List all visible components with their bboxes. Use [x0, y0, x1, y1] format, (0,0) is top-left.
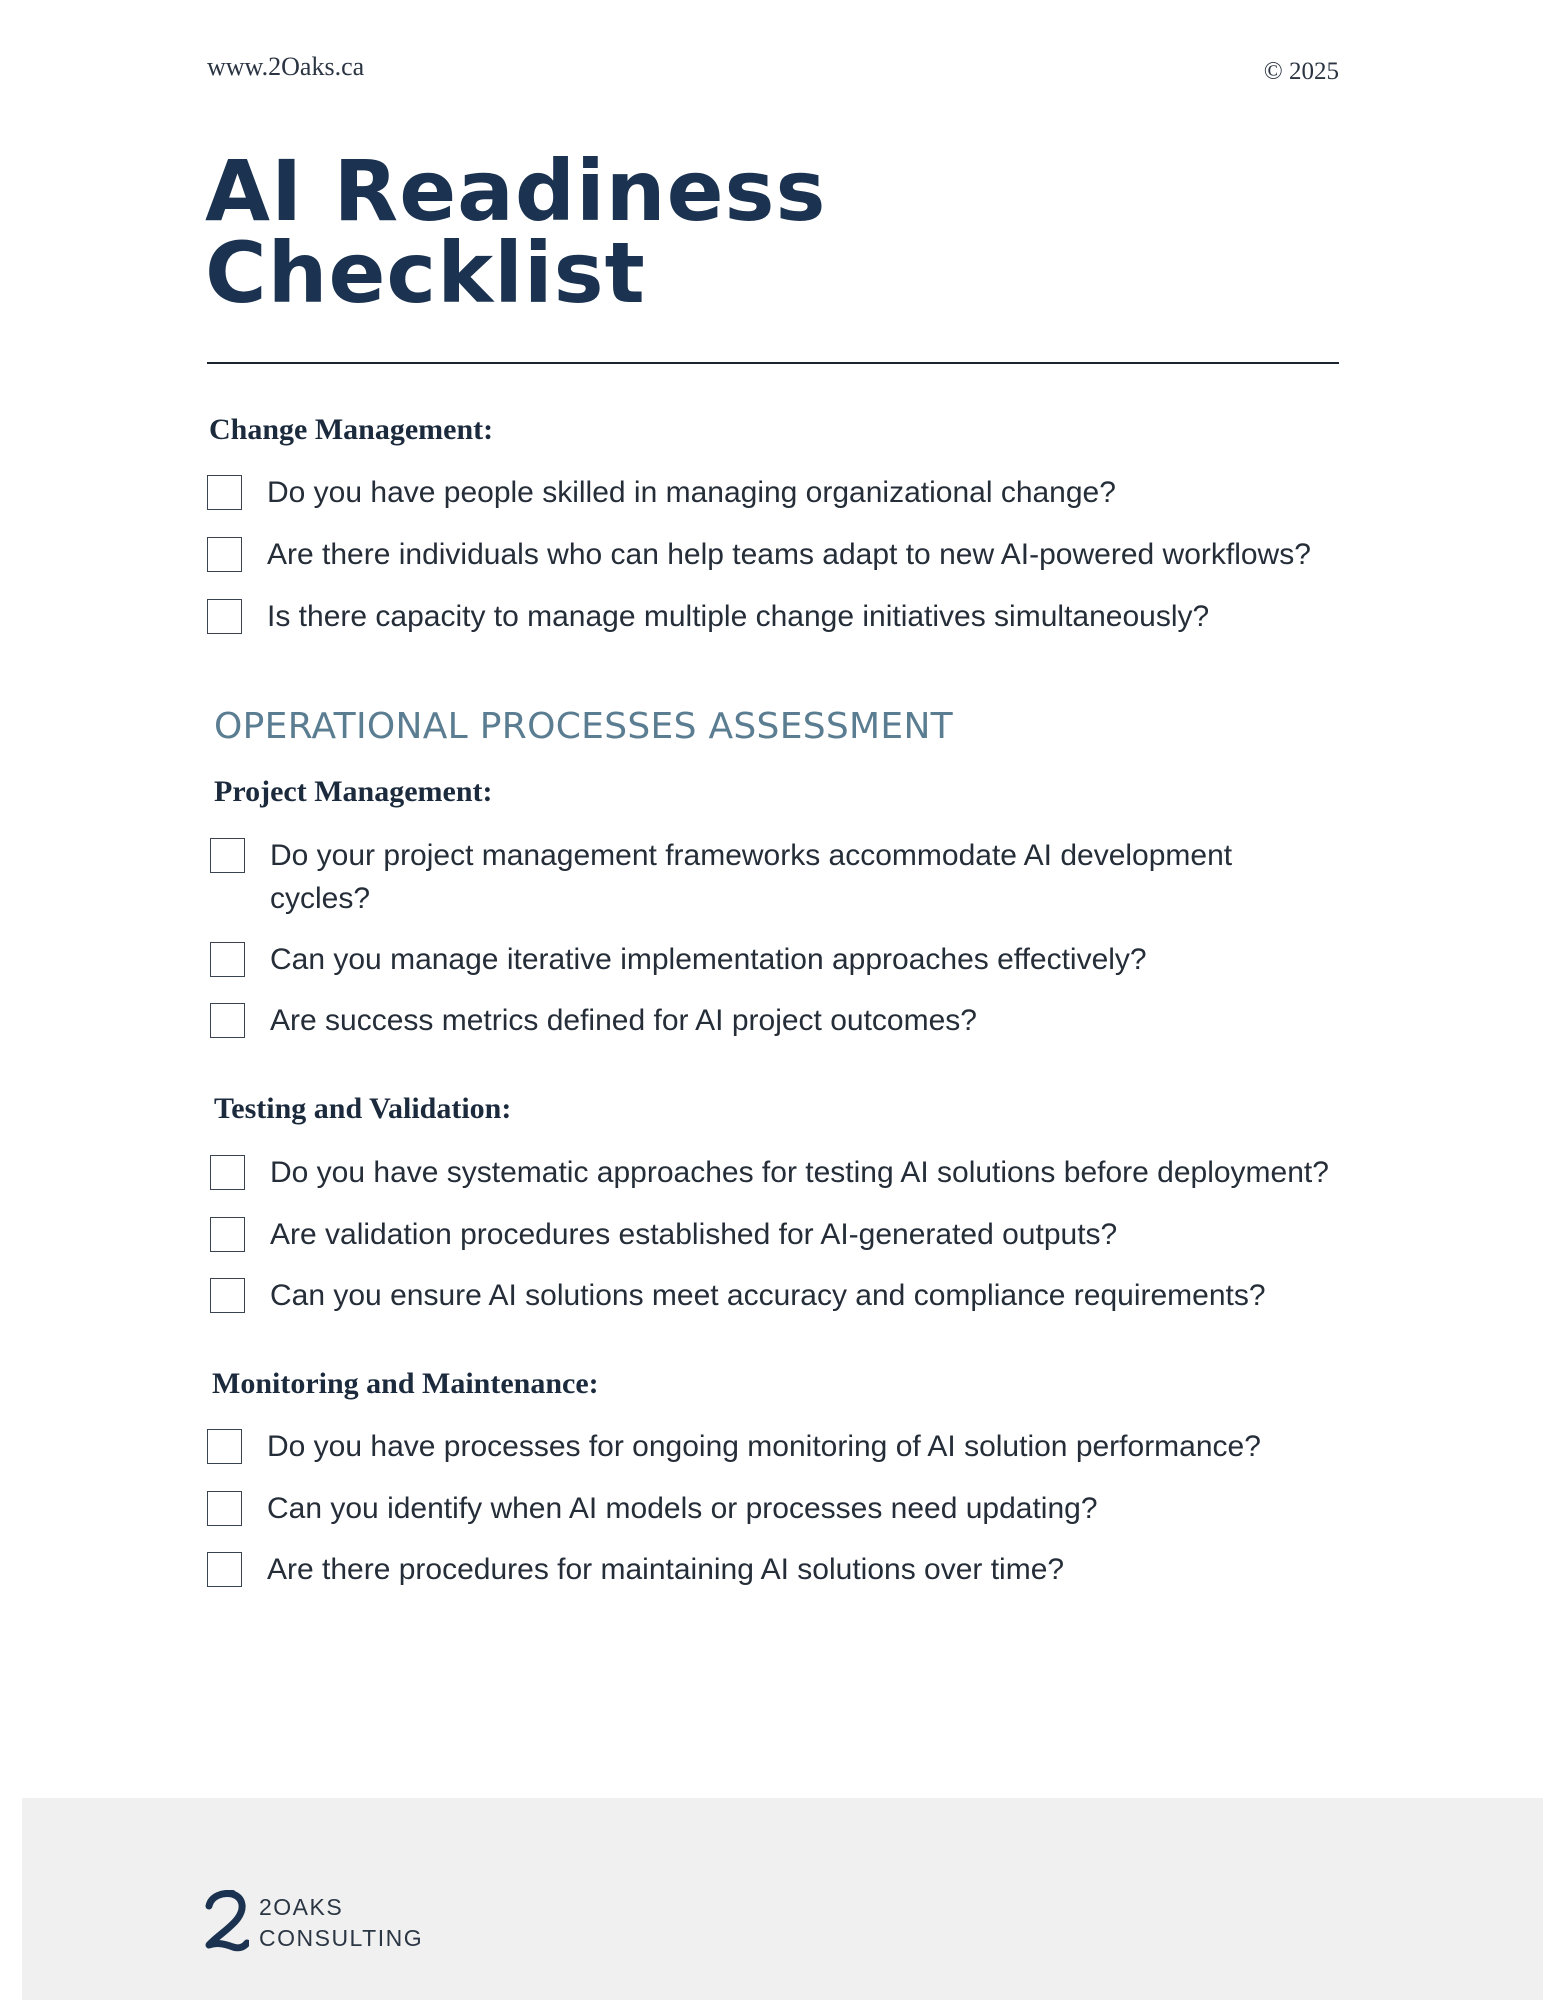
checkbox[interactable] [207, 599, 242, 634]
checklist-item [207, 1425, 1337, 1468]
section-heading-operational: OPERATIONAL PROCESSES ASSESSMENT [214, 706, 953, 747]
checklist-item [207, 1487, 1337, 1530]
checklist-item-text: Can you manage iterative implementation approaches effectively? [270, 943, 1147, 976]
footer-band [22, 1798, 1543, 2000]
checklist-item [210, 1274, 1340, 1317]
checklist-item-text: Do you have systematic approaches for testing AI solutions before deployment? [270, 1156, 1329, 1189]
checklist-item-text: Do you have processes for ongoing monitoring of AI solution performance? [267, 1430, 1261, 1463]
checkbox[interactable] [210, 1155, 245, 1190]
checkbox[interactable] [207, 475, 242, 510]
2oaks-logo-icon [203, 1890, 249, 1952]
page-title [205, 142, 827, 322]
checklist-item-text: Is there capacity to manage multiple change initiatives simultaneously? [267, 600, 1210, 633]
checklist-item [210, 834, 1270, 920]
monitoring-maintenance-label: Monitoring and Maintenance: [212, 1367, 599, 1400]
checkbox[interactable] [210, 1217, 245, 1252]
checklist-item [210, 999, 1340, 1042]
checkbox[interactable] [210, 1278, 245, 1313]
checklist-item-text: Are there procedures for maintaining AI solutions over time? [267, 1553, 1065, 1586]
copyright-notice: © 2025 [1263, 58, 1339, 85]
checkbox[interactable] [207, 1552, 242, 1587]
title-divider [207, 362, 1339, 364]
title-line-1: AI Readiness [205, 142, 827, 240]
checklist-item [207, 595, 1337, 638]
checklist-item [210, 1213, 1340, 1256]
brand-line-2: CONSULTING [259, 1925, 424, 1951]
title-line-2: Checklist [205, 224, 646, 322]
checklist-item-text: Are validation procedures established for AI-generated outputs? [270, 1218, 1118, 1251]
checklist-item-text: Do you have people skilled in managing organizational change? [267, 476, 1116, 509]
project-management-label: Project Management: [214, 775, 493, 808]
checkbox[interactable] [210, 838, 245, 873]
brand-name [259, 1892, 423, 1954]
brand-line-1: 2OAKS [259, 1894, 344, 1920]
checkbox[interactable] [207, 1491, 242, 1526]
change-management-label: Change Management: [209, 413, 494, 446]
checklist-item [210, 938, 1340, 981]
checklist-item-text: Can you ensure AI solutions meet accuracy and compliance requirements? [270, 1279, 1266, 1312]
checkbox[interactable] [207, 537, 242, 572]
testing-validation-label: Testing and Validation: [214, 1092, 512, 1125]
checkbox[interactable] [210, 942, 245, 977]
checklist-item [207, 1548, 1337, 1591]
checklist-item-text: Can you identify when AI models or processes need updating? [267, 1492, 1098, 1525]
checklist-item [207, 471, 1337, 514]
checklist-item-text: Are there individuals who can help teams adapt to new AI-powered workflows? [267, 538, 1311, 571]
checklist-item-text: Are success metrics defined for AI project outcomes? [270, 1004, 977, 1037]
checkbox[interactable] [207, 1429, 242, 1464]
site-url[interactable]: www.2Oaks.ca [207, 52, 365, 81]
checklist-item [210, 1151, 1340, 1194]
checklist-item [207, 533, 1337, 576]
checklist-item-text: Do your project management frameworks accommodate AI development cycles? [270, 839, 1233, 915]
checkbox[interactable] [210, 1003, 245, 1038]
